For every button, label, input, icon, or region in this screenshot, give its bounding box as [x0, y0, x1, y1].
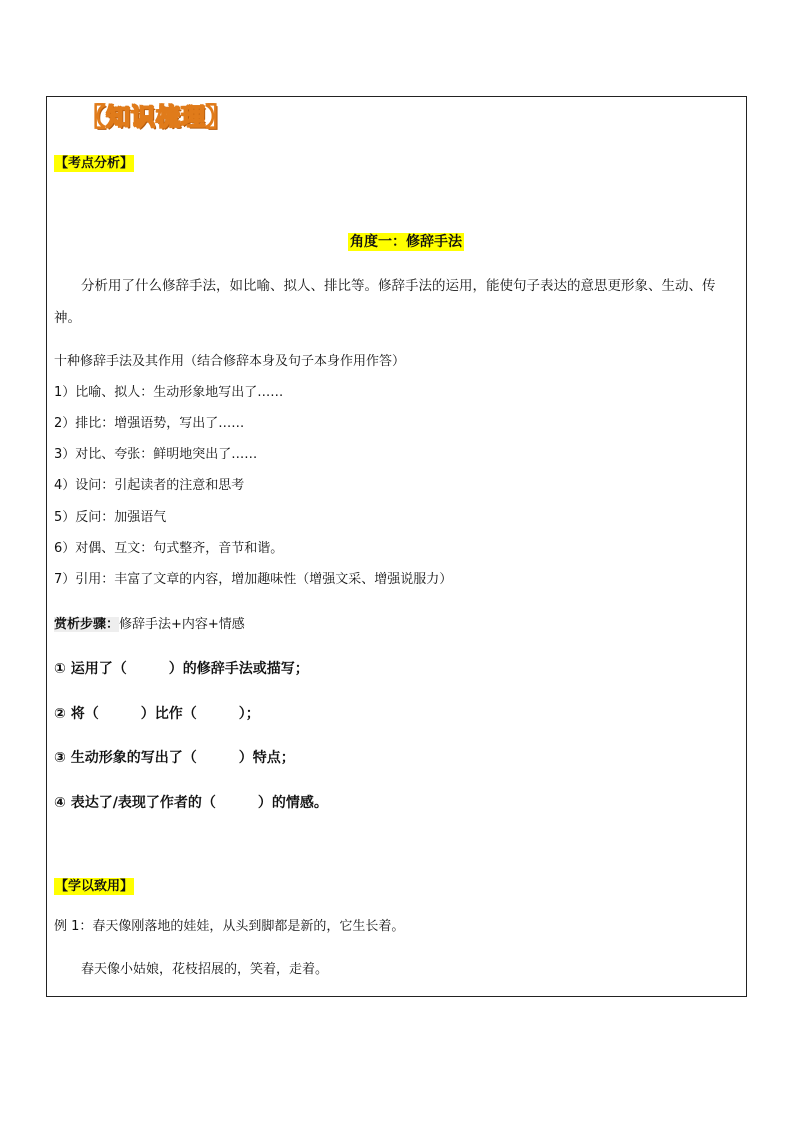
example-line: 春天像小姑娘，花枝招展的，笑着，走着。	[81, 962, 329, 977]
appreciation-steps	[54, 616, 245, 634]
example-line: 例 1：春天像刚落地的娃娃，从头到脚都是新的，它生长着。	[54, 919, 405, 934]
list-heading: 十种修辞手法及其作用（结合修辞本身及句子本身作用作答）	[54, 354, 406, 369]
list-item: 7）引用：丰富了文章的内容，增加趣味性（增强文采、增强说服力）	[54, 572, 453, 587]
content-frame	[46, 96, 747, 997]
list-item: 2）排比：增强语势，写出了……	[54, 416, 245, 431]
intro-line-2: 神。	[54, 310, 81, 326]
section-label-xueyi: 【学以致用】	[55, 879, 134, 894]
list-item: 4）设问：引起读者的注意和思考	[54, 478, 245, 493]
template-line: ① 运用了（ ）的修辞手法或描写；	[54, 661, 309, 677]
angle-title: 角度一：修辞手法	[350, 234, 462, 250]
list-item: 1）比喻、拟人：生动形象地写出了……	[54, 385, 284, 400]
template-line: ④ 表达了/表现了作者的（ ）的情感。	[54, 795, 328, 811]
list-item: 3）对比、夸张：鲜明地突出了……	[54, 447, 258, 462]
list-item: 6）对偶、互文：句式整齐，音节和谐。	[54, 541, 284, 556]
section-label-kaodian: 【考点分析】	[55, 156, 134, 171]
template-line: ② 将（ ）比作（ ）；	[54, 706, 260, 722]
knowledge-banner: 【知识梳理】	[81, 102, 231, 131]
list-item: 5）反问：加强语气	[54, 510, 167, 525]
steps-label: 赏析步骤：	[54, 617, 120, 632]
steps-text: 修辞手法+内容+情感	[119, 617, 245, 632]
template-line: ③ 生动形象的写出了（ ）特点；	[54, 750, 295, 766]
intro-line-1: 分析用了什么修辞手法，如比喻、拟人、排比等。修辞手法的运用，能使句子表达的意思更形象、生动、传	[81, 278, 716, 294]
